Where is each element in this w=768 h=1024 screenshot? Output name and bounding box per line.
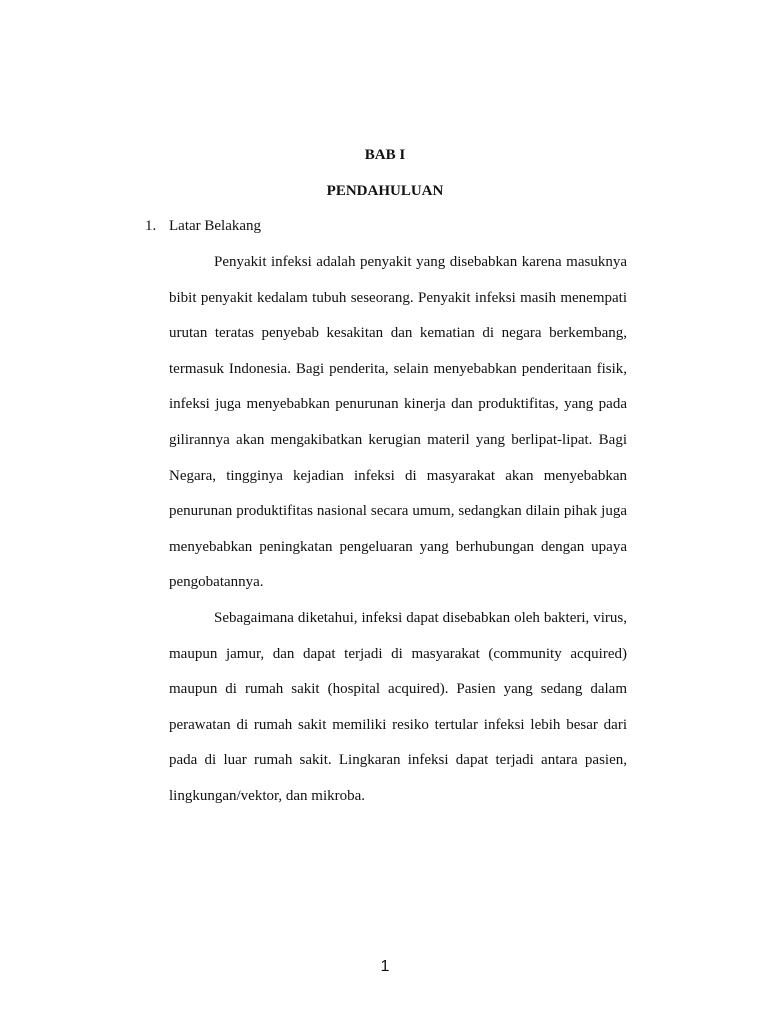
chapter-number: BAB I — [364, 147, 406, 163]
paragraph: Sebagaimana diketahui, infeksi dapat disebabkan oleh bakteri, virus, maupun jamur, dan dapat terjadi di masyarakat (community acquired) maupun di rumah sakit (hospital acquired). Pasien yang sedang dalam perawatan di rumah sakit memiliki resiko tertular infeksi lebih besar dari pada di luar rumah sakit. Lingkaran infeksi dapat terjadi antara pasien, lingkungan/vektor, dan mikroba. — [169, 610, 627, 804]
section-number: 1. — [145, 218, 157, 234]
section-title: Latar Belakang — [169, 218, 262, 234]
section-heading — [145, 218, 261, 235]
paragraph-block-2 — [169, 601, 627, 815]
chapter-title: PENDAHULUAN — [326, 183, 444, 199]
paragraph: Penyakit infeksi adalah penyakit yang disebabkan karena masuknya bibit penyakit kedalam tubuh seseorang. Penyakit infeksi masih menempati urutan teratas penyebab kesakitan dan kematian di negara berkembang, termasuk Indonesia. Bagi penderita, selain menyebabkan penderitaan fisik, infeksi juga menyebabkan penurunan kinerja dan produktifitas, yang pada gilirannya akan mengakibatkan kerugian materil yang berlipat-lipat. Bagi Negara, tingginya kejadian infeksi di masyarakat akan menyebabkan penurunan produktifitas nasional secara umum, sedangkan dilain pihak juga menyebabkan peningkatan pengeluaran yang berhubungan dengan upaya pengobatannya. — [169, 254, 627, 591]
page-number: 1 — [380, 958, 390, 975]
paragraph-block-1 — [169, 245, 627, 601]
